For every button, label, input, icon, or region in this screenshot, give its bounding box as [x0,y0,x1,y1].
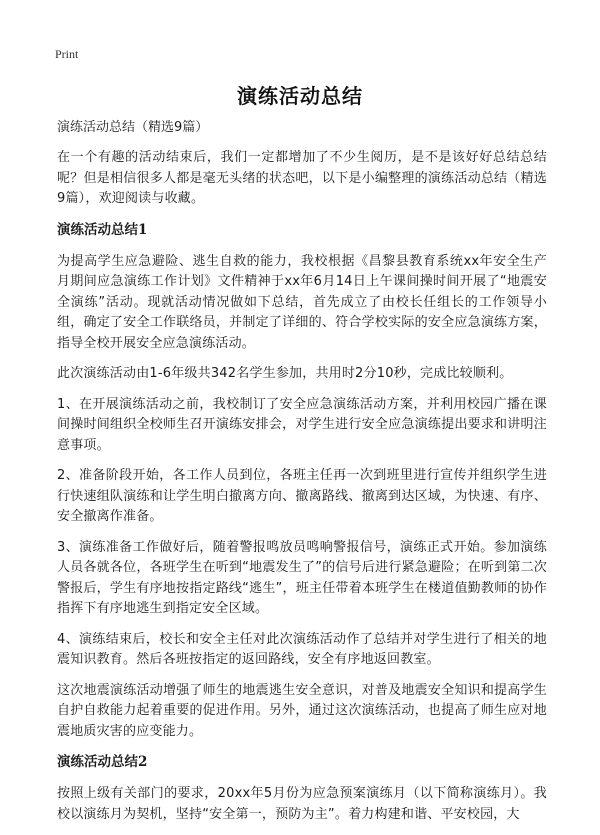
print-label[interactable]: Print [55,47,79,61]
section2-paragraph: 按照上级有关部门的要求，20xx年5月份为应急预案演练月（以下简称演练月）。我校以演练月为契机，坚持“安全第一，预防为主”。着力构建和谐、平安校园，大 [57,786,547,822]
section-heading-1: 演练活动总结1 [57,221,148,238]
section-heading-2: 演练活动总结2 [57,754,148,770]
section1-paragraph: 此次演练活动由1-6年级共342名学生参加，共用时2分10秒，完成比较顺利。 [57,366,513,381]
section1-paragraph: 1、在开展演练活动之前，我校制订了安全应急演练活动方案，并利用校园广播在课间操时间组织全校师生召开演练安排会，对学生进行安全应急演练提出要求和讲明注意事项。 [57,396,547,453]
section1-paragraph: 3、演练准备工作做好后，随着警报鸣放员鸣响警报信号，演练正式开始。参加演练人员各就各位，各班学生在听到“地震发生了”的信号后进行紧急避险；在听到第二次警报后，学生有序地按指定路线“逃生”，班主任带着本班学生在楼道值勤教师的协作指挥下有序地逃生到指定安全区域。 [57,539,547,616]
section1-paragraph: 为提高学生应急避险、逃生自救的能力，我校根据《昌黎县教育系统xx年安全生产月期间应急演练工作计划》文件精神于xx年6月14日上午课间操时间开展了“地震安全演练”活动。现就活动情况做如下总结，首先成立了由校长任组长的工作领导小组，确定了安全工作联络员，并制定了详细的、符合学校实际的安全应急演练方案，指导全校开展安全应急演练活动。 [57,253,547,351]
intro-paragraph: 在一个有趣的活动结束后，我们一定都增加了不少生阅历，是不是该好好总结总结呢？但是相信很多人都是毫无头绪的状态吧，以下是小编整理的演练活动总结（精选9篇），欢迎阅读与收藏。 [57,150,547,206]
section1-paragraph: 2、准备阶段开始，各工作人员到位，各班主任再一次到班里进行宣传并组织学生进行快速组队演练和让学生明白撤离方向、撤离路线、撤离到达区域，为快速、有序、安全撤离作准备。 [57,468,547,524]
section1-paragraph: 这次地震演练活动增强了师生的地震逃生安全意识，对普及地震安全知识和提高学生自护自救能力起着重要的促进作用。另外，通过这次演练活动，也提高了师生应对地震地质灾害的应变能力。 [57,682,547,739]
subtitle: 演练活动总结（精选9篇） [57,120,209,135]
page-title: 演练活动总结 [237,84,363,108]
document-body [57,118,547,835]
section1-paragraph: 4、演练结束后，校长和安全主任对此次演练活动作了总结并对学生进行了相关的地震知识教育。然后各班按指定的返回路线，安全有序地返回教室。 [57,631,547,667]
